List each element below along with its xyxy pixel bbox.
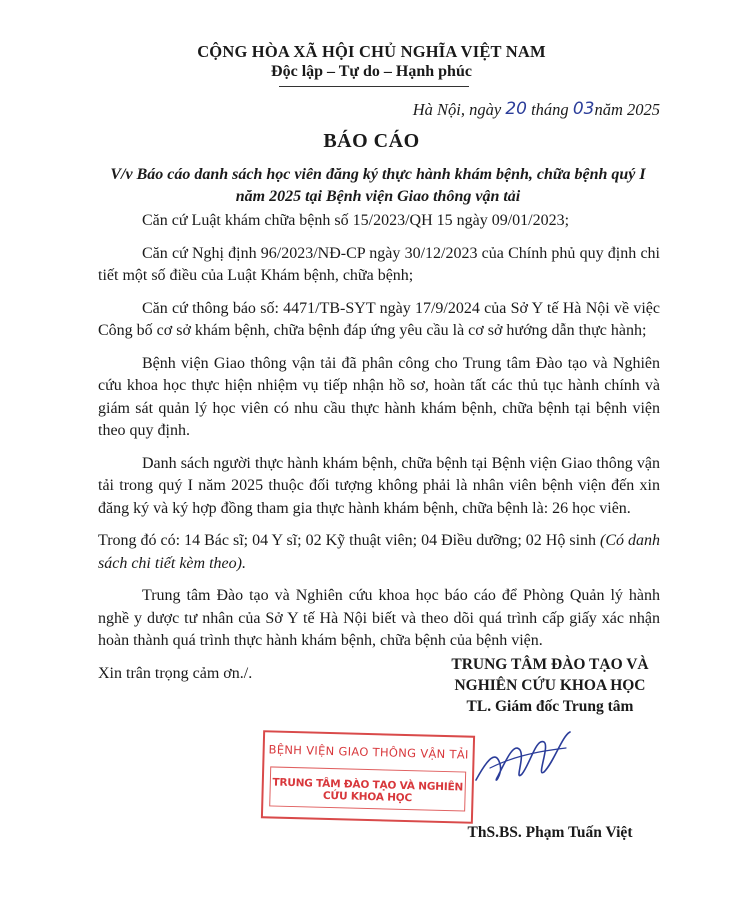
official-stamp	[261, 730, 475, 824]
paragraph-legal-basis-1: Căn cứ Luật khám chữa bệnh số 15/2023/QH 15 ngày 09/01/2023;	[142, 212, 570, 229]
signature-org-block	[400, 654, 700, 717]
document-title: BÁO CÁO	[323, 130, 420, 152]
dateline-month-label: tháng	[531, 100, 569, 119]
paragraph-legal-basis-2: Căn cứ Nghị định 96/2023/NĐ-CP ngày 30/12/2023 của Chính phủ quy định chi tiết một số điều của Luật Khám bệnh, chữa bệnh;	[98, 244, 660, 284]
dateline-day: 20	[505, 99, 527, 119]
dateline-year: năm 2025	[594, 100, 660, 119]
breakdown-note: (Có danh sách chi tiết kèm theo).	[98, 532, 661, 572]
national-title: CỘNG HÒA XÃ HỘI CHỦ NGHĨA VIỆT NAM	[197, 42, 546, 61]
dateline-prefix: Hà Nội, ngày	[412, 100, 502, 119]
breakdown-text: Trong đó có: 14 Bác sĩ; 04 Y sĩ; 02 Kỹ thuật viên; 04 Điều dưỡng; 02 Hộ sinh	[98, 532, 597, 549]
paragraph-legal-basis-3: Căn cứ thông báo số: 4471/TB-SYT ngày 17/9/2024 của Sở Y tế Hà Nội về việc Công bố cơ sở khám bệnh, chữa bệnh đáp ứng yêu cầu là cơ sở hướng dẫn thực hành;	[98, 299, 660, 339]
dateline	[413, 100, 660, 120]
closing-line: Xin trân trọng cảm ơn./.	[98, 664, 253, 682]
stamp-center-name: TRUNG TÂM ĐÀO TẠO VÀ NGHIÊN CỨU KHOA HỌC	[272, 776, 464, 805]
paragraph-assignment: Bệnh viện Giao thông vận tải đã phân công cho Trung tâm Đào tạo và Nghiên cứu khoa học thực hiện nhiệm vụ tiếp nhận hồ sơ, hoàn tất các thủ tục hành chính và giám sát quản lý học viên có nhu cầu thực hành khám bệnh, chữa bệnh tại bệnh viện theo quy định.	[98, 354, 660, 439]
signer-position: TL. Giám đốc Trung tâm	[466, 698, 634, 715]
handwritten-signature	[470, 728, 580, 798]
signer-name: ThS.BS. Phạm Tuấn Việt	[467, 824, 633, 841]
org-name-line2: NGHIÊN CỨU KHOA HỌC	[454, 677, 646, 694]
motto-underline	[279, 86, 469, 87]
paragraph-breakdown	[98, 530, 660, 575]
dateline-month: 03	[572, 99, 595, 119]
national-motto: Độc lập – Tự do – Hạnh phúc	[271, 63, 472, 80]
document-subject: V/v Báo cáo danh sách học viên đăng ký thực hành khám bệnh, chữa bệnh quý I năm 2025 tại Bệnh viện Giao thông vận tải	[110, 166, 646, 205]
stamp-hospital-name: BỆNH VIỆN GIAO THÔNG VẬN TẢI	[268, 742, 469, 762]
org-name-line1: TRUNG TÂM ĐÀO TẠO VÀ	[451, 656, 649, 673]
paragraph-trainee-count: Danh sách người thực hành khám bệnh, chữa bệnh tại Bệnh viện Giao thông vận tải trong quý I năm 2025 thuộc đối tượng không phải là nhân viên bệnh viện đến xin đăng ký và ký hợp đồng tham gia thực hành khám bệnh, chữa bệnh là: 26 học viên.	[98, 454, 660, 517]
paragraph-report-purpose: Trung tâm Đào tạo và Nghiên cứu khoa học báo cáo để Phòng Quản lý hành nghề y dược tư nhân của Sở Y tế Hà Nội biết và theo dõi quá trình cấp giấy xác nhận hoàn thành quá trình thực hành khám bệnh, chữa bệnh của bệnh viện.	[98, 587, 660, 649]
document-body	[98, 210, 660, 695]
